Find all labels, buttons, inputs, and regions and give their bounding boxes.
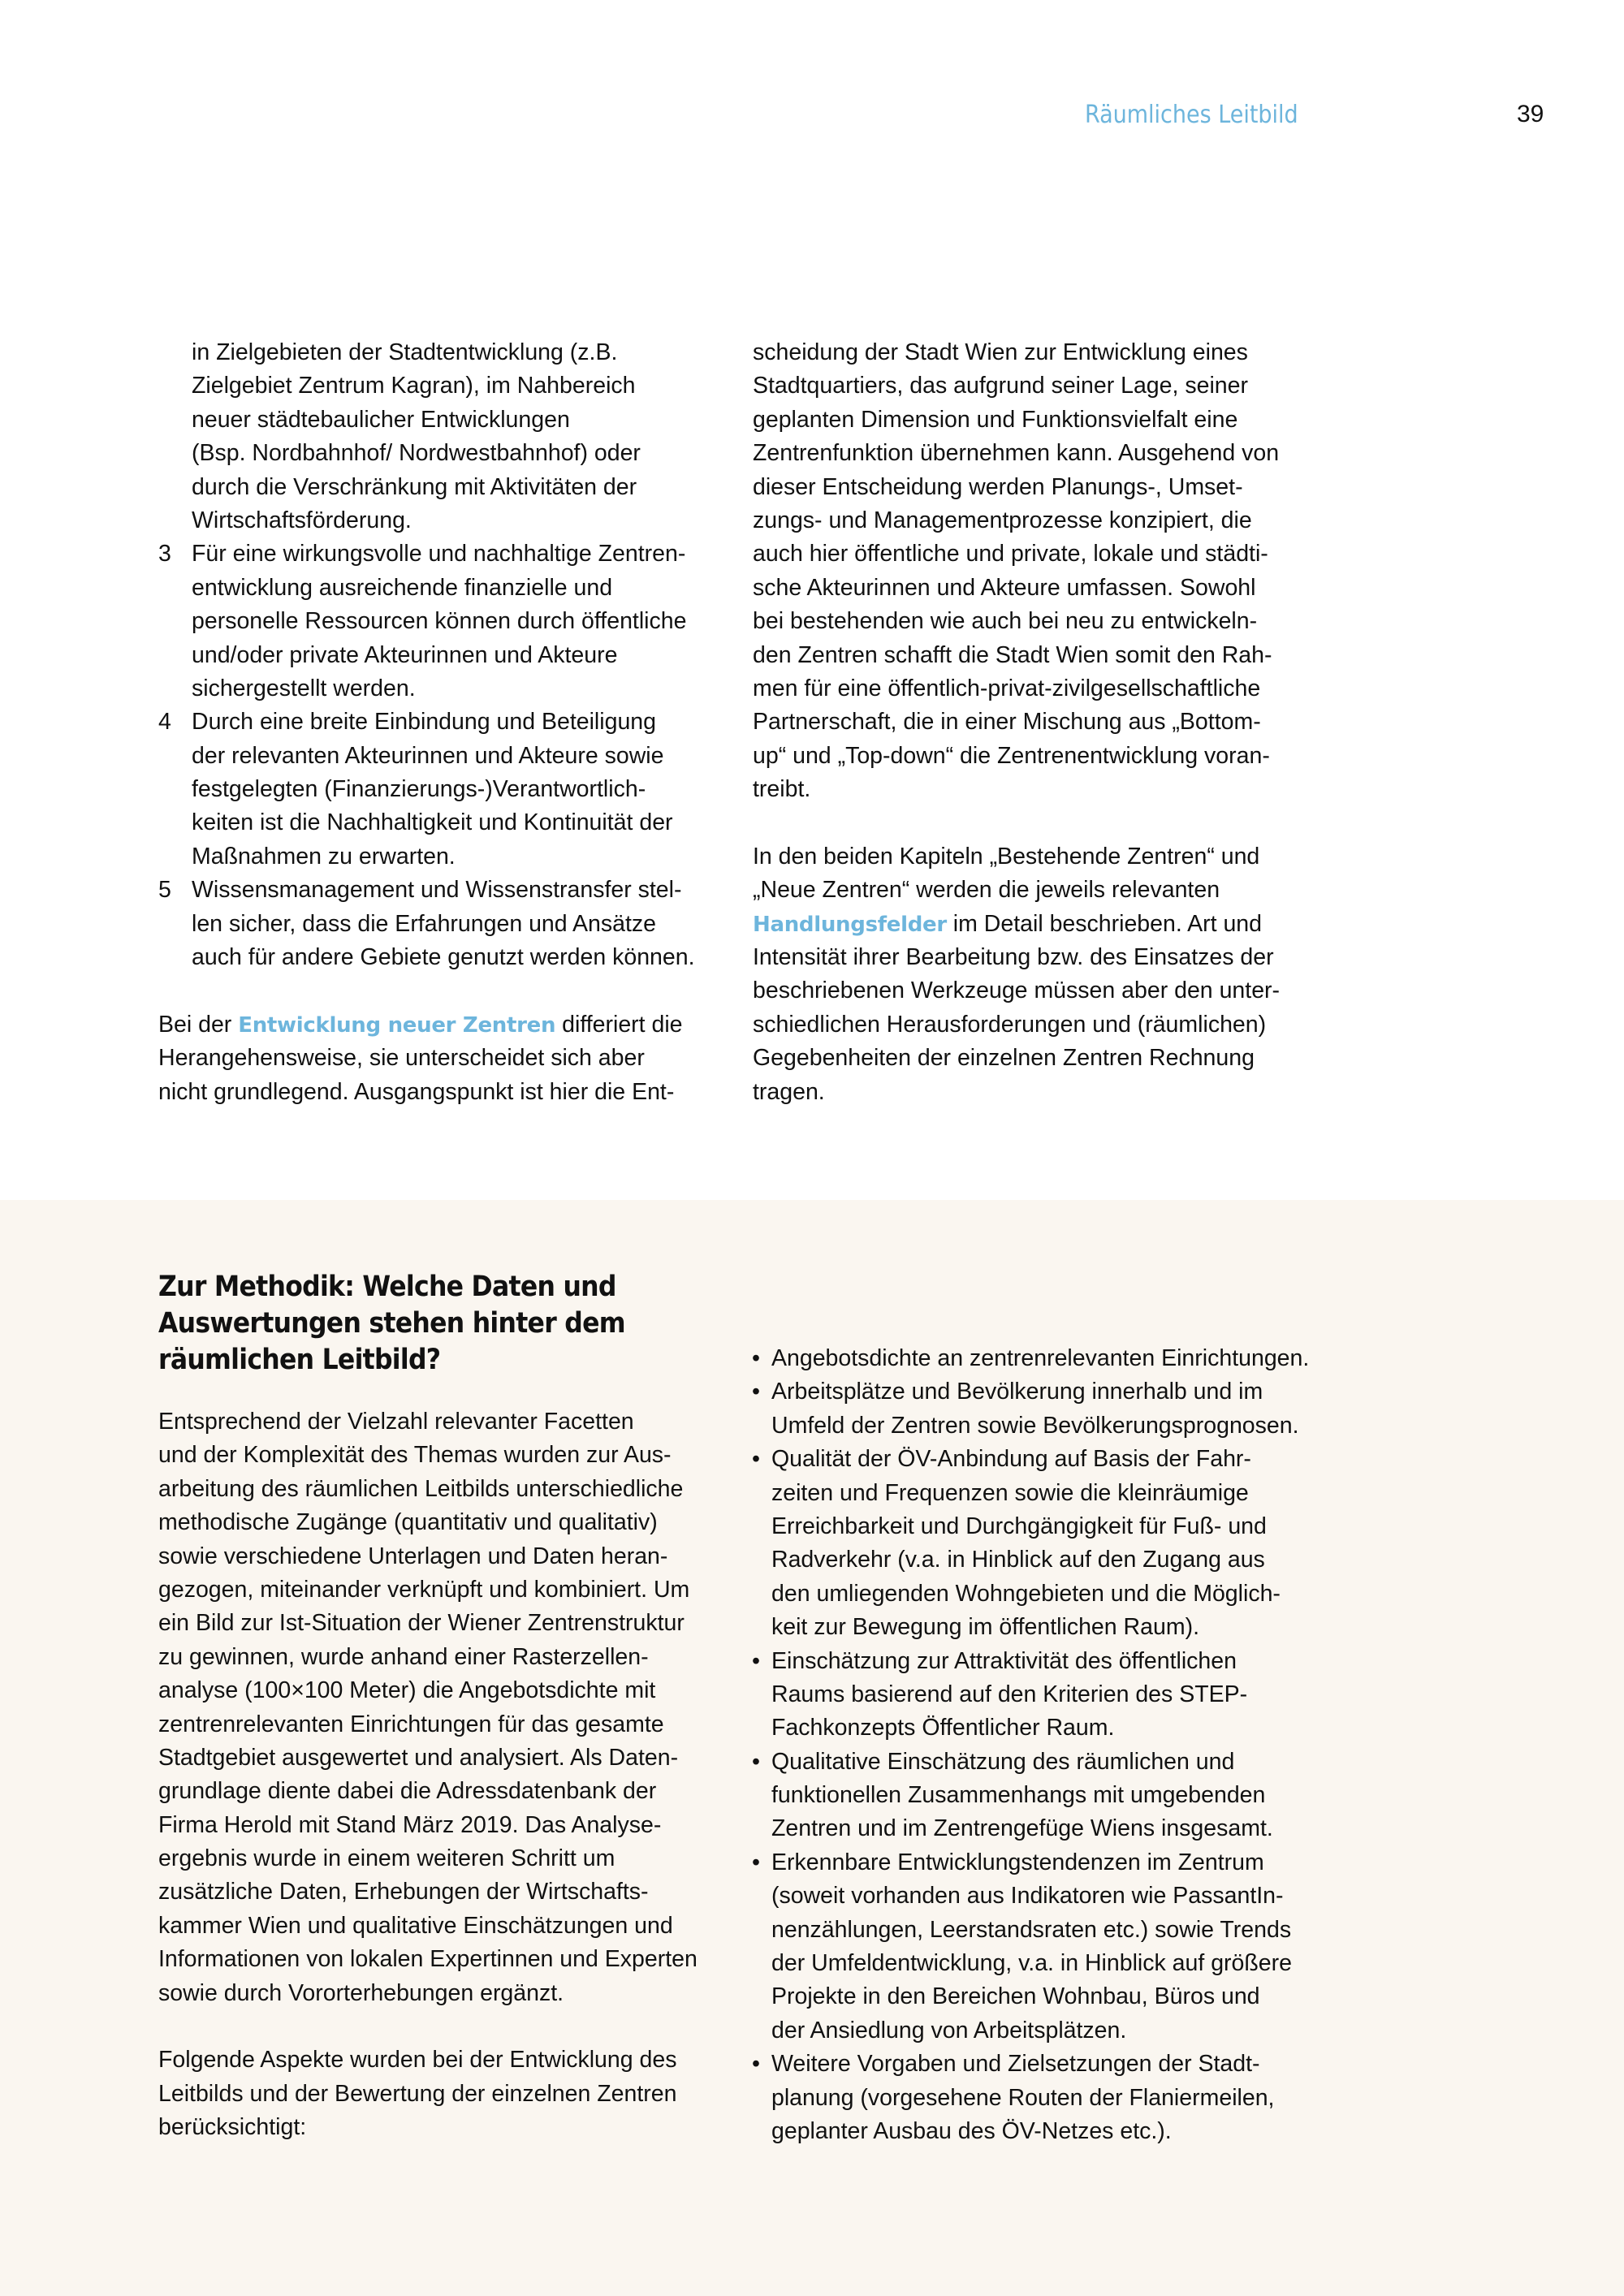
text-line [752, 1375, 1309, 1409]
text-line [192, 572, 695, 605]
text-line [771, 1914, 1309, 1947]
text: Firma Herold mit Stand März 2019. Das Analyse- [158, 1811, 662, 1838]
text-line [158, 1977, 698, 2010]
text: analyse (100×100 Meter) die Angebotsdichte mit [158, 1677, 656, 1704]
bullet-icon: • [752, 2051, 760, 2078]
text: beschriebenen Werkzeuge müssen aber den unter- [753, 978, 1281, 1004]
highlight-term: Handlungsfelder [753, 912, 947, 937]
text-line [158, 1708, 698, 1741]
text: Maßnahmen zu erwarten. [192, 843, 456, 870]
item-number: 3 [158, 541, 171, 568]
text-line [192, 806, 695, 839]
bullet-item [752, 1443, 1309, 1644]
text-line [753, 537, 1280, 571]
text-line [771, 1543, 1309, 1577]
paragraph [158, 1008, 695, 1109]
text-line [158, 1439, 698, 1472]
text-line [771, 1678, 1309, 1711]
text: und der Komplexität des Themas wurden zur Aus- [158, 1442, 672, 1469]
paragraph-gap [158, 2010, 698, 2044]
text: Entsprechend der Vielzahl relevanter Facetten [158, 1409, 634, 1435]
text-segment: differiert die [555, 1011, 683, 1038]
text-line [158, 2078, 698, 2111]
text-line [771, 1779, 1309, 1812]
bullet-item [752, 1645, 1309, 1746]
text: der Umfeldentwicklung, v.a. in Hinblick auf größere [771, 1950, 1292, 1977]
text: auch für andere Gebiete genutzt werden können. [192, 944, 695, 971]
top-right-column [753, 336, 1280, 1109]
text-line [771, 1711, 1309, 1745]
text: Leitbilds und der Bewertung der einzelnen Zentren [158, 2080, 677, 2107]
text: nicht grundlegend. Ausgangspunkt ist hier die Ent- [158, 1078, 675, 1105]
text: nenzählungen, Leerstandsraten etc.) sowie Trends [771, 1916, 1292, 1943]
text: gezogen, miteinander verknüpft und kombiniert. Um [158, 1576, 690, 1603]
highlight-term: Entwicklung neuer Zentren [238, 1012, 556, 1038]
text: Zentren und im Zentrengefüge Wiens insgesamt. [771, 1815, 1273, 1842]
box-heading [158, 1269, 625, 1379]
text-line [771, 2082, 1309, 2115]
text: sowie verschiedene Unterlagen und Daten heran- [158, 1543, 668, 1569]
text-line [158, 2044, 698, 2077]
text: Zentrenfunktion übernehmen kann. Ausgehend von [753, 440, 1280, 467]
text-line [753, 404, 1280, 437]
bullet-icon: • [752, 1379, 760, 1405]
bullet-item [752, 2048, 1309, 2148]
bullet-item [752, 1846, 1309, 2048]
text-line [771, 1812, 1309, 1845]
text: der relevanten Akteurinnen und Akteure sowie [192, 742, 664, 769]
text-line [158, 1008, 695, 1042]
text-line [771, 1947, 1309, 1980]
text-line [158, 1842, 698, 1875]
text-line [192, 639, 695, 672]
bullet-item [752, 1342, 1310, 1375]
text-line [158, 1775, 698, 1808]
text: Einschätzung zur Attraktivität des öffentlichen [771, 1647, 1237, 1674]
paragraph [753, 840, 1280, 1109]
text-line [158, 1473, 698, 1506]
text: Wirtschaftsförderung. [192, 507, 412, 533]
text-line [192, 605, 695, 638]
text: Radverkehr (v.a. in Hinblick auf den Zugang aus [771, 1547, 1265, 1573]
text: scheidung der Stadt Wien zur Entwicklung eines [753, 339, 1248, 365]
text-line [771, 1611, 1309, 1644]
text-line [158, 1674, 698, 1707]
text: entwicklung ausreichende finanzielle und [192, 574, 613, 601]
text-line [752, 1846, 1309, 1880]
text-line [158, 1910, 698, 1943]
text: neuer städtebaulicher Entwicklungen [192, 406, 570, 433]
text: ergebnis wurde in einem weiteren Schritt um [158, 1845, 615, 1872]
text-line [771, 1477, 1309, 1510]
text-line [192, 471, 695, 504]
text: tragen. [753, 1078, 825, 1105]
paragraph-gap [753, 806, 1280, 839]
text-line [192, 941, 695, 974]
text-line [192, 437, 695, 470]
text: sche Akteurinnen und Akteure umfassen. Sowohl [753, 574, 1256, 601]
text: und/oder private Akteurinnen und Akteure [192, 641, 618, 668]
text: Wissensmanagement und Wissenstransfer stel- [192, 877, 682, 904]
text: Projekte in den Bereichen Wohnbau, Büros und [771, 1983, 1260, 2010]
text: zentrenrelevanten Einrichtungen für das gesamte [158, 1711, 664, 1737]
section-title: Räumliches Leitbild [1085, 101, 1298, 129]
text: (soweit vorhanden aus Indikatoren wie PassantIn- [771, 1883, 1284, 1910]
text: bei bestehenden wie auch bei neu zu entwickeln- [753, 608, 1258, 635]
text: Arbeitsplätze und Bevölkerung innerhalb und im [771, 1379, 1263, 1405]
text: in Zielgebieten der Stadtentwicklung (z.B. [192, 339, 618, 365]
heading-line: räumlichen Leitbild? [158, 1344, 441, 1376]
numbered-item [158, 537, 695, 706]
text: Informationen von lokalen Expertinnen und Experten [158, 1946, 698, 1973]
bullet-icon: • [752, 1446, 760, 1473]
text-line [158, 1506, 698, 1539]
text: methodische Zugänge (quantitativ und qualitativ) [158, 1509, 658, 1536]
text: der Ansiedlung von Arbeitsplätzen. [771, 2017, 1127, 2044]
heading-line: Auswertungen stehen hinter dem [158, 1307, 625, 1340]
text-line [753, 1076, 1280, 1109]
bullet-item [752, 1746, 1309, 1846]
top-left-column [158, 336, 695, 1109]
text-segment: Bei der [158, 1011, 239, 1038]
text: Intensität ihrer Bearbeitung bzw. des Einsatzes der [753, 944, 1274, 971]
text: dieser Entscheidung werden Planungs-, Umset- [753, 473, 1243, 500]
text: personelle Ressourcen können durch öffentliche [192, 608, 687, 635]
bullet-icon: • [752, 1345, 760, 1371]
text: Stadtgebiet ausgewertet und analysiert. Als Daten- [158, 1744, 679, 1771]
text: men für eine öffentlich-privat-zivilgesellschaftliche [753, 675, 1261, 701]
paragraph [158, 1405, 698, 2010]
text-line [753, 471, 1280, 504]
text-line [192, 336, 695, 369]
paragraph [158, 2044, 698, 2144]
text-line [771, 1980, 1309, 2013]
text: treibt. [753, 776, 811, 803]
text-line [158, 1540, 698, 1573]
text: grundlage diente dabei die Adressdatenbank der [158, 1778, 657, 1805]
text-line [771, 1577, 1309, 1611]
text-line [752, 1746, 1309, 1779]
text: berücksichtigt: [158, 2114, 307, 2141]
paragraph [753, 336, 1280, 806]
text: „Neue Zentren“ werden die jeweils relevanten [753, 877, 1220, 904]
text-line [753, 605, 1280, 638]
text-line [158, 874, 695, 907]
text: funktionellen Zusammenhangs mit umgebenden [771, 1782, 1266, 1809]
text-line [771, 2014, 1309, 2048]
text-line [753, 706, 1280, 739]
text-line [753, 874, 1280, 907]
text-line [771, 1409, 1309, 1443]
text-line [158, 1076, 695, 1109]
text-line [753, 908, 1280, 941]
paragraph-gap [192, 974, 695, 1008]
text-line [158, 1573, 698, 1607]
text-line [771, 1880, 1309, 1913]
text: festgelegten (Finanzierungs-)Verantwortlich- [192, 776, 646, 803]
text-line [192, 773, 695, 806]
text-line [753, 437, 1280, 470]
text-line [753, 1042, 1280, 1075]
text: Qualitative Einschätzung des räumlichen und [771, 1748, 1235, 1775]
bullet-item [752, 1375, 1309, 1443]
text-line [771, 1510, 1309, 1543]
text-line [753, 1008, 1280, 1042]
text: Raums basierend auf den Kriterien des STEP- [771, 1681, 1248, 1707]
text-line [158, 537, 695, 571]
bullet-icon: • [752, 1849, 760, 1875]
text-line [192, 672, 695, 706]
text-line [753, 974, 1280, 1008]
text: Gegebenheiten der einzelnen Zentren Rechnung [753, 1045, 1255, 1072]
text: (Bsp. Nordbahnhof/ Nordwestbahnhof) oder [192, 440, 641, 467]
item-number: 4 [158, 709, 171, 736]
numbered-item [158, 874, 695, 974]
text: durch die Verschränkung mit Aktivitäten der [192, 473, 637, 500]
text-line [753, 840, 1280, 874]
text: geplanten Dimension und Funktionsvielfalt eine [753, 406, 1238, 433]
text: Für eine wirkungsvolle und nachhaltige Zentren- [192, 541, 686, 568]
text-line [158, 1641, 698, 1674]
text-line [752, 1443, 1309, 1476]
text-line [753, 504, 1280, 537]
text: geplanter Ausbau des ÖV-Netzes etc.). [771, 2117, 1172, 2144]
text: up“ und „Top-down“ die Zentrenentwicklung voran- [753, 742, 1270, 769]
text: kammer Wien und qualitative Einschätzungen und [158, 1912, 673, 1939]
text-line [753, 740, 1280, 773]
text-line [192, 369, 695, 403]
box-left-column [158, 1405, 698, 2145]
bullet-icon: • [752, 1748, 760, 1775]
page-number: 39 [1517, 101, 1544, 127]
text-line [753, 941, 1280, 974]
text-line [158, 1607, 698, 1640]
text-line [192, 840, 695, 874]
box-right-column [752, 1342, 1310, 2148]
text: Weitere Vorgaben und Zielsetzungen der Stadt- [771, 2051, 1260, 2078]
text: zu gewinnen, wurde anhand einer Rasterzellen- [158, 1643, 649, 1670]
text-line [192, 504, 695, 537]
text-line [752, 1342, 1310, 1375]
text-line [753, 639, 1280, 672]
text: zeiten und Frequenzen sowie die kleinräumige [771, 1479, 1249, 1506]
text-line [192, 404, 695, 437]
text-line [753, 672, 1280, 706]
text-line [158, 1405, 698, 1439]
text: Partnerschaft, die in einer Mischung aus „Bottom- [753, 709, 1261, 736]
text-line [753, 336, 1280, 369]
text: Folgende Aspekte wurden bei der Entwicklung des [158, 2047, 677, 2074]
text: den Zentren schafft die Stadt Wien somit den Rah- [753, 641, 1272, 668]
text-line [158, 1809, 698, 1842]
text: Erkennbare Entwicklungstendenzen im Zentrum [771, 1849, 1264, 1875]
text-line [158, 1875, 698, 1909]
text: auch hier öffentliche und private, lokale und städti- [753, 541, 1268, 568]
text: Herangehensweise, sie unterscheidet sich aber [158, 1045, 645, 1072]
bullet-icon: • [752, 1647, 760, 1674]
text: Angebotsdichte an zentrenrelevanten Einrichtungen. [771, 1345, 1310, 1371]
text: ein Bild zur Ist-Situation der Wiener Zentrenstruktur [158, 1610, 685, 1637]
text-segment: im Detail beschrieben. Art und [946, 910, 1262, 937]
text: In den beiden Kapiteln „Bestehende Zentren“ und [753, 843, 1260, 870]
text-line [192, 740, 695, 773]
text-line [752, 1645, 1309, 1678]
text: zusätzliche Daten, Erhebungen der Wirtschafts- [158, 1879, 649, 1905]
text: Stadtquartiers, das aufgrund seiner Lage, seiner [753, 373, 1248, 399]
numbered-item [158, 706, 695, 874]
text-line [753, 369, 1280, 403]
text-line [158, 1042, 695, 1075]
heading-line: Zur Methodik: Welche Daten und [158, 1271, 616, 1303]
text-line [192, 908, 695, 941]
text: Zielgebiet Zentrum Kagran), im Nahbereich [192, 373, 636, 399]
text-line [158, 2111, 698, 2144]
text: sichergestellt werden. [192, 675, 416, 701]
text: planung (vorgesehene Routen der Flaniermeilen, [771, 2084, 1275, 2111]
paragraph [192, 336, 695, 537]
text: Fachkonzepts Öffentlicher Raum. [771, 1715, 1115, 1741]
text: Durch eine breite Einbindung und Beteiligung [192, 709, 656, 736]
text: den umliegenden Wohngebieten und die Möglich- [771, 1580, 1281, 1607]
text: arbeitung des räumlichen Leitbilds unterschiedliche [158, 1475, 684, 1502]
text: Qualität der ÖV-Anbindung auf Basis der Fahr- [771, 1446, 1251, 1473]
text: Erreichbarkeit und Durchgängigkeit für Fuß- und [771, 1513, 1267, 1539]
text: len sicher, dass die Erfahrungen und Ansätze [192, 910, 656, 937]
item-number: 5 [158, 877, 171, 904]
text: sowie durch Vororterhebungen ergänzt. [158, 1979, 564, 2006]
text-line [771, 2115, 1309, 2148]
text-line [158, 1943, 698, 1976]
text: Umfeld der Zentren sowie Bevölkerungsprognosen. [771, 1412, 1299, 1439]
text: zungs- und Managementprozesse konzipiert, die [753, 507, 1252, 533]
text: schiedlichen Herausforderungen und (räumlichen) [753, 1011, 1267, 1038]
text: keiten ist die Nachhaltigkeit und Kontinuität der [192, 809, 673, 836]
text-line [752, 2048, 1309, 2081]
text-line [158, 706, 695, 739]
text-line [158, 1741, 698, 1775]
text-line [753, 572, 1280, 605]
text-line [753, 773, 1280, 806]
text: keit zur Bewegung im öffentlichen Raum). [771, 1614, 1199, 1641]
